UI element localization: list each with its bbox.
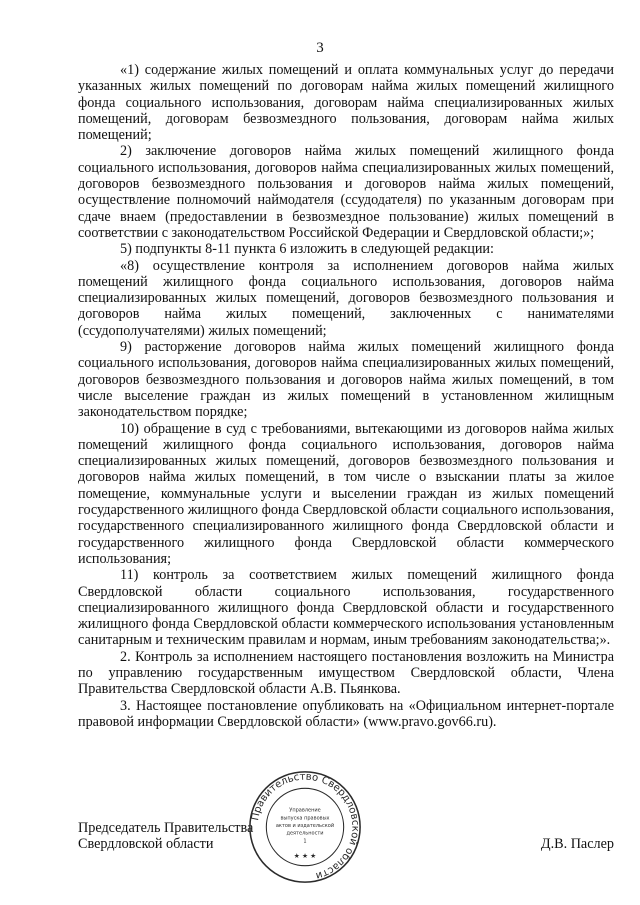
paragraph-item-10: 10) обращение в суд с требованиями, вытекающими из договоров найма жилых помещений жилищного фонда социального использования, договоров найма специализированных жилых помещений, договоров безвозмездного пользования и договоров найма жилых помещений, в том числе о взыскании платы за жилое помещение, коммунальные услуги и выселении граждан из жилых помещений государственного жилищного фонда Свердловской области социального использования, государственного специализированного жилищного фонда Свердловской области и государственного жилищного фонда Свердловской области коммерческого использования; bbox=[78, 420, 614, 567]
paragraph-publication: 3. Настоящее постановление опубликовать на «Официальном интернет-портале правовой информации Свердловской области» (www.pravo.gov66.ru). bbox=[78, 697, 614, 730]
official-seal-stamp bbox=[247, 769, 363, 885]
seal-inner-line: актов и издательской bbox=[275, 823, 335, 829]
paragraph-control: 2. Контроль за исполнением настоящего постановления возложить на Министра по управлению государственным имуществом Свердловской области, Члена Правительства Свердловской области А.В. Пьянкова. bbox=[78, 648, 614, 698]
paragraph-item-11: 11) контроль за соответствием жилых помещений жилищного фонда Свердловской области социального использования, государственного специализированного жилищного фонда Свердловской области и государственного жилищного фонда Свердловской области коммерческого использования установленным санитарным и техническим правилам и нормам, иным требованиям законодательства;». bbox=[78, 567, 614, 649]
seal-inner-line: Управление bbox=[289, 807, 321, 814]
signer-name: Д.В. Паслер bbox=[540, 836, 614, 852]
paragraph-item-9: 9) расторжение договоров найма жилых помещений жилищного фонда социального использования, договоров найма специализированных жилых помещений, договоров безвозмездного пользования и договоров найма жилых помещений, в том числе выселение граждан из жилых помещений в установленном жилищным законодательством порядке; bbox=[78, 339, 614, 421]
page-number: 3 bbox=[316, 40, 324, 56]
document-body bbox=[78, 62, 614, 730]
seal-inner-line: деятельности bbox=[286, 830, 324, 837]
paragraph-item-5: 5) подпункты 8-11 пункта 6 изложить в следующей редакции: bbox=[120, 241, 494, 258]
signer-title-line1: Председатель Правительства bbox=[78, 820, 254, 836]
paragraph-item-2: 2) заключение договоров найма жилых помещений жилищного фонда социального использования, договоров найма специализированных жилых помещений, договоров безвозмездного пользования и договоров найма жилых помещений, осуществление полномочий наймодателя (ссудодателя) по указанным договорам при сдаче внаем (предоставлении в безвозмездное пользование) жилых помещений в соответствии с законодательством Российской Федерации и Свердловской области;»; bbox=[78, 143, 614, 241]
seal-inner-line: выпуска правовых bbox=[280, 815, 330, 822]
paragraph-item-1: «1) содержание жилых помещений и оплата коммунальных услуг до передачи указанных жилых помещений по договорам найма жилых помещений жилищного фонда социального использования, договорам найма специализированных жилых помещений, договорам безвозмездного пользования, договорам найма жилых помещений; bbox=[78, 62, 614, 144]
seal-outer-text: Правительство Свердловской области bbox=[250, 771, 361, 882]
paragraph-item-8: «8) осуществление контроля за исполнением договоров найма жилых помещений жилищного фонда социального использования, договоров найма специализированных жилых помещений, договоров безвозмездного пользования и договоров найма жилых помещений, заключенных с нанимателями (ссудополучателями) жилых помещений; bbox=[78, 257, 614, 339]
seal-inner-line: 1 bbox=[303, 838, 307, 845]
signer-title-line2: Свердловской области bbox=[78, 836, 214, 852]
seal-stars: ★ ★ ★ bbox=[293, 851, 317, 860]
